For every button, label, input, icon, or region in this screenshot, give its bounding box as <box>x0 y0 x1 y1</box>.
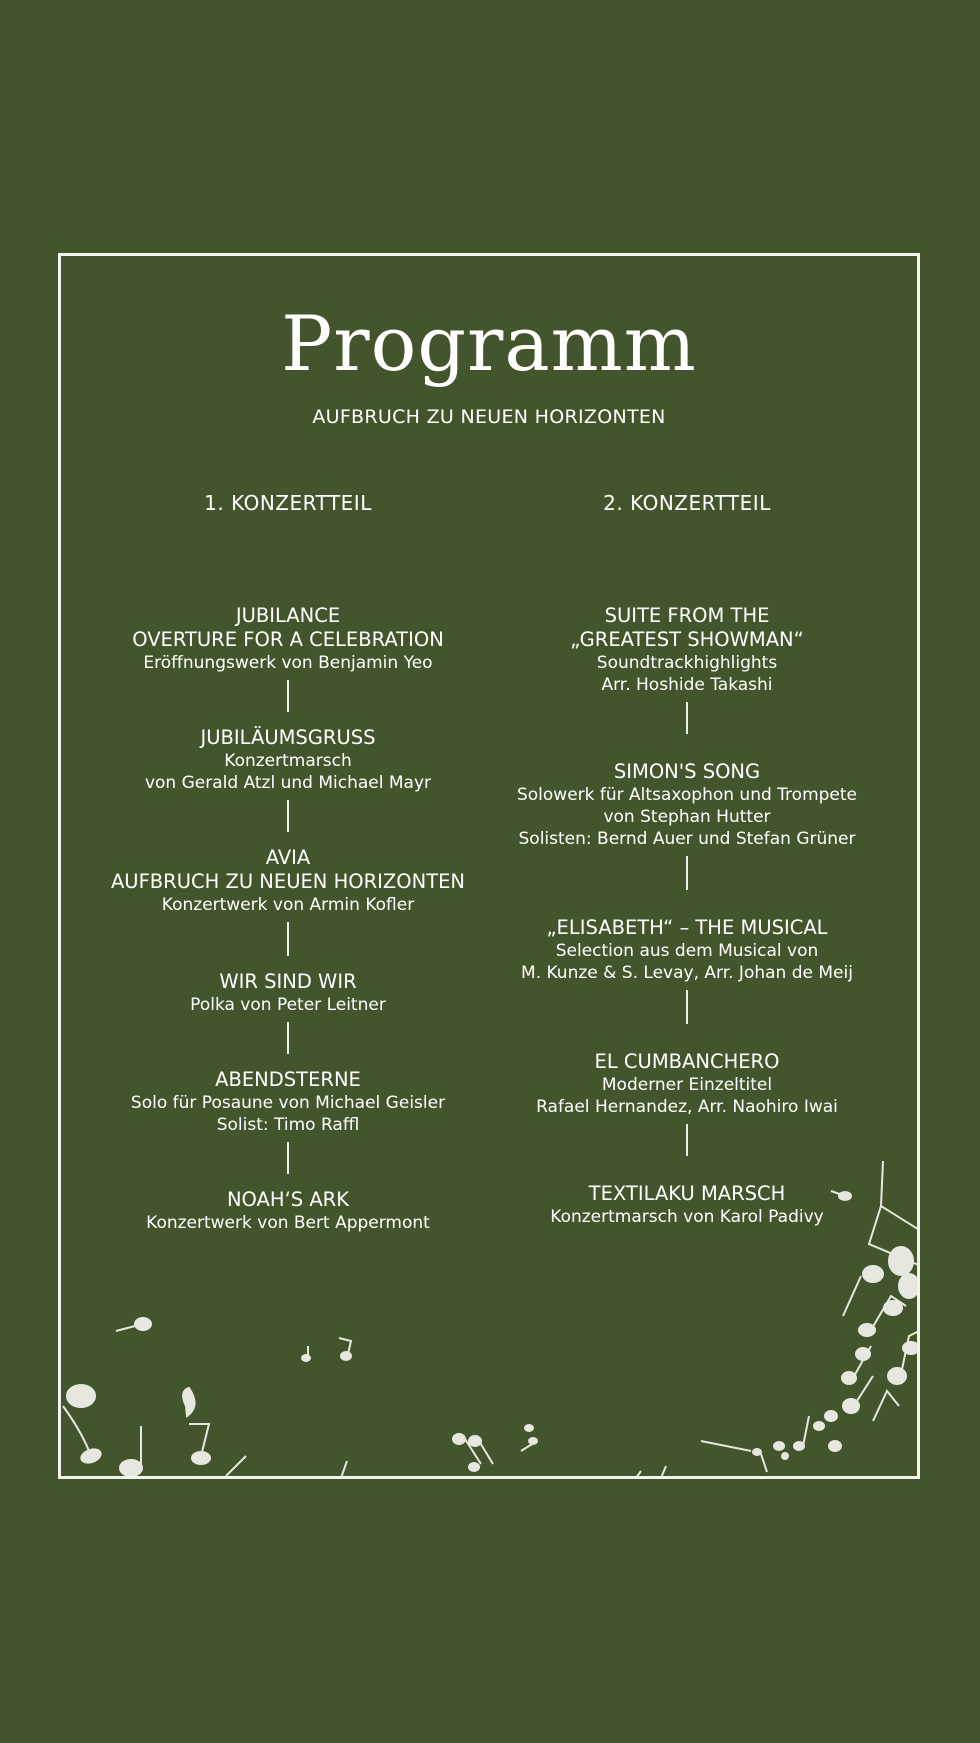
piece-detail: Arr. Hoshide Takashi <box>601 675 773 695</box>
piece-title: „ELISABETH“ – THE MUSICAL <box>546 916 828 939</box>
piece-detail: Konzertwerk von Armin Kofler <box>161 895 415 915</box>
piece-title: „GREATEST SHOWMAN“ <box>570 628 804 651</box>
piece-detail: Konzertmarsch von Karol Padivy <box>550 1207 824 1227</box>
piece-title: SUITE FROM THE <box>604 604 770 627</box>
piece-detail: Konzertmarsch <box>224 751 352 771</box>
separator-line <box>287 680 289 712</box>
piece-title: OVERTURE FOR A CELEBRATION <box>132 628 444 651</box>
separator-line <box>287 800 289 832</box>
separator-line <box>287 922 289 956</box>
piece-detail: Soundtrackhighlights <box>596 653 778 673</box>
piece-detail: Eröffnungswerk von Benjamin Yeo <box>143 653 433 673</box>
program-frame <box>58 253 920 1479</box>
concert-part-2 <box>477 488 897 1228</box>
program-item <box>477 1050 897 1118</box>
program-item <box>78 970 498 1016</box>
piece-detail: Moderner Einzeltitel <box>601 1075 773 1095</box>
separator-line <box>686 702 688 734</box>
piece-title: JUBILÄUMSGRUSS <box>200 726 376 749</box>
concert-part-1-heading: 1. KONZERTTEIL <box>204 491 372 515</box>
piece-title: AVIA <box>265 846 311 869</box>
program-item <box>477 1182 897 1228</box>
piece-detail: Konzertwerk von Bert Appermont <box>146 1213 430 1233</box>
separator-line <box>686 856 688 890</box>
concert-part-1 <box>78 488 498 1234</box>
separator-line <box>686 1124 688 1156</box>
piece-title: NOAH‘S ARK <box>226 1188 350 1211</box>
separator-line <box>287 1142 289 1174</box>
piece-title: EL CUMBANCHERO <box>594 1050 780 1073</box>
piece-detail: Polka von Peter Leitner <box>190 995 386 1015</box>
piece-detail: Selection aus dem Musical von <box>555 941 819 961</box>
piece-detail: Solowerk für Altsaxophon und Trompete <box>516 785 858 805</box>
piece-detail: M. Kunze & S. Levay, Arr. Johan de Meij <box>521 963 853 983</box>
program-item <box>477 604 897 696</box>
program-item <box>477 760 897 850</box>
piece-title: TEXTILAKU MARSCH <box>588 1182 786 1205</box>
program-item <box>78 1068 498 1136</box>
separator-line <box>287 1022 289 1054</box>
piece-detail: von Stephan Hutter <box>603 807 771 827</box>
separator-line <box>686 990 688 1024</box>
program-item <box>78 1188 498 1234</box>
program-item <box>78 604 498 674</box>
piece-detail: Solist: Timo Raffl <box>216 1115 360 1135</box>
concert-part-2-heading: 2. KONZERTTEIL <box>603 491 771 515</box>
piece-detail: Solo für Posaune von Michael Geisler <box>130 1093 446 1113</box>
piece-title: SIMON'S SONG <box>613 760 761 783</box>
piece-title: ABENDSTERNE <box>215 1068 361 1091</box>
page-title: Programm <box>281 299 697 388</box>
piece-title: JUBILANCE <box>235 604 341 627</box>
program-item <box>78 846 498 916</box>
program-item <box>78 726 498 794</box>
piece-title: AUFBRUCH ZU NEUEN HORIZONTEN <box>110 870 466 893</box>
piece-detail: von Gerald Atzl und Michael Mayr <box>144 773 432 793</box>
program-item <box>477 916 897 984</box>
piece-detail: Rafael Hernandez, Arr. Naohiro Iwai <box>536 1097 838 1117</box>
piece-title: WIR SIND WIR <box>219 970 357 993</box>
page-subtitle: AUFBRUCH ZU NEUEN HORIZONTEN <box>312 406 666 428</box>
piece-detail: Solisten: Bernd Auer und Stefan Grüner <box>518 829 856 849</box>
